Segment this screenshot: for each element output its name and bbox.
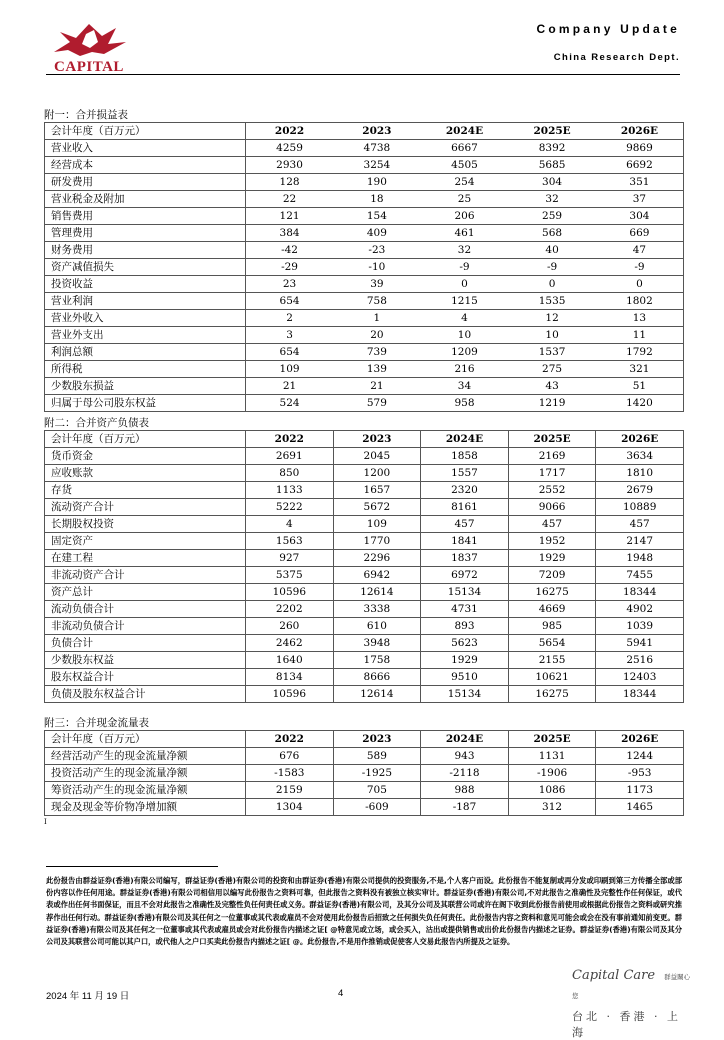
- cell-value: 321: [596, 361, 684, 378]
- cell-value: 457: [508, 516, 596, 533]
- table-row: [45, 465, 684, 482]
- table-row: [45, 276, 684, 293]
- cell-value: 1837: [421, 550, 509, 567]
- cell-value: 2023: [333, 731, 421, 748]
- table-row: [45, 782, 684, 799]
- row-label: 负债合计: [45, 635, 246, 652]
- cell-value: 10621: [508, 669, 596, 686]
- header-divider: [46, 74, 680, 75]
- row-label: 管理费用: [45, 225, 246, 242]
- cell-value: 579: [333, 395, 421, 412]
- footnote-divider: [46, 866, 218, 867]
- cell-value: 2026E: [596, 123, 684, 140]
- row-label: 少数股东损益: [45, 378, 246, 395]
- cell-value: 1557: [421, 465, 509, 482]
- cell-value: 1420: [596, 395, 684, 412]
- header-row: [45, 123, 684, 140]
- cell-value: 3948: [333, 635, 421, 652]
- cell-value: 739: [333, 344, 421, 361]
- cell-value: 13: [596, 310, 684, 327]
- cell-value: 2159: [246, 782, 334, 799]
- cell-value: 457: [596, 516, 684, 533]
- cell-value: 610: [333, 618, 421, 635]
- cell-value: 1810: [596, 465, 684, 482]
- cell-value: 2024E: [421, 731, 509, 748]
- income-statement-table: [44, 122, 684, 412]
- cell-value: 1802: [596, 293, 684, 310]
- row-label: 会计年度（百万元）: [45, 731, 246, 748]
- cell-value: 1858: [421, 448, 509, 465]
- cell-value: 9066: [508, 499, 596, 516]
- cell-value: 2025E: [508, 731, 596, 748]
- cell-value: 1209: [421, 344, 509, 361]
- cell-value: 2045: [333, 448, 421, 465]
- table-row: [45, 378, 684, 395]
- cell-value: -187: [421, 799, 509, 816]
- cell-value: 43: [508, 378, 596, 395]
- table-row: [45, 259, 684, 276]
- cell-value: 1215: [421, 293, 509, 310]
- cell-value: -10: [333, 259, 421, 276]
- cell-value: 23: [246, 276, 334, 293]
- capital-care-brand: [572, 964, 692, 1040]
- cell-value: 10889: [596, 499, 684, 516]
- row-label: 营业外支出: [45, 327, 246, 344]
- cell-value: 4505: [421, 157, 509, 174]
- table-row: [45, 516, 684, 533]
- cell-value: 15134: [421, 686, 509, 703]
- row-label: 经营活动产生的现金流量净额: [45, 748, 246, 765]
- cell-value: 18344: [596, 686, 684, 703]
- row-label: 资产总计: [45, 584, 246, 601]
- balance-sheet-section: [44, 416, 684, 703]
- cell-value: 384: [246, 225, 334, 242]
- cell-value: -609: [333, 799, 421, 816]
- cell-value: 6692: [596, 157, 684, 174]
- cell-value: 25: [421, 191, 509, 208]
- cell-value: 0: [421, 276, 509, 293]
- row-label: 利润总额: [45, 344, 246, 361]
- cell-value: 1200: [333, 465, 421, 482]
- cell-value: 11: [596, 327, 684, 344]
- cell-value: 9869: [596, 140, 684, 157]
- brand-script: Capital Care: [572, 968, 656, 983]
- cell-value: 4: [421, 310, 509, 327]
- cell-value: 461: [421, 225, 509, 242]
- disclaimer-text: 此份报告由群益证券(香港)有限公司编写，群益证券(香港)有限公司的投资和由群证券(香港)有限公司提供的投资服务,不是,个人客户而设。此份报告不能复制或再分发或印刷到第三方传播全部或部份内容以作任何用途。群益证券(香港)有限公司相信用以编写此份报告之资料可靠，但此报告之资料没有被独立核实审计。群益证券(香港)有限公司,不对此报告之准确性及完整性作任何保证，或代表或作出任何书面保证，而且不会对此报告之准确性及完整性负任何责任或义务。群益证券(香港)有限公司，及其分公司及其联营公司或许在阁下收到此份报告前使用或根据此份报告之资料或研究推荐作出任何行动。群益证券(香港)有限公司及其任何之一位董事或其代表或雇员不会对使用此份报告后招致之任何损失负任何责任。此份报告内容之资料和意见可能会或会在没有事前通知前变更。群益证券(香港)有限公司及其任何之一位董事或其代表或雇员或会对此份报告内描述之证[ @特意见或立场，或会买入，沽出或提供销售或出价此份报告内描述之证券。群益证券(香港)有限公司及其分公司及其联营公司可能以其户口，或代他人之户口买卖此份报告内描述之证[ @。此份报告,不是用作推销或促使客人交易此报告内所提及之证券。: [46, 876, 682, 947]
- cell-value: 2025E: [508, 431, 596, 448]
- cell-value: 1304: [246, 799, 334, 816]
- page-number: 4: [338, 988, 344, 999]
- table-row: [45, 567, 684, 584]
- cell-value: 1841: [421, 533, 509, 550]
- income-statement-section: [44, 108, 684, 412]
- cell-value: 2026E: [596, 431, 684, 448]
- cell-value: 1465: [596, 799, 684, 816]
- income-statement-title: 附一：合并损益表: [44, 109, 128, 121]
- row-label: 投资收益: [45, 276, 246, 293]
- cell-value: 5685: [508, 157, 596, 174]
- bird-logo-icon: [46, 22, 132, 62]
- row-label: 经营成本: [45, 157, 246, 174]
- row-label: 非流动资产合计: [45, 567, 246, 584]
- cell-value: 51: [596, 378, 684, 395]
- brand-chinese: 群益關心您: [572, 973, 691, 1000]
- row-label: 投资活动产生的现金流量净额: [45, 765, 246, 782]
- row-label: 负债及股东权益合计: [45, 686, 246, 703]
- cell-value: 1219: [508, 395, 596, 412]
- table-row: [45, 208, 684, 225]
- row-label: 在建工程: [45, 550, 246, 567]
- cell-value: 5672: [333, 499, 421, 516]
- cell-value: 121: [246, 208, 334, 225]
- cell-value: -23: [333, 242, 421, 259]
- table-row: [45, 618, 684, 635]
- cell-value: 1640: [246, 652, 334, 669]
- cell-value: 154: [333, 208, 421, 225]
- cell-value: 12614: [333, 686, 421, 703]
- cell-value: 3254: [333, 157, 421, 174]
- cell-value: 18: [333, 191, 421, 208]
- cell-value: 37: [596, 191, 684, 208]
- row-label: 营业外收入: [45, 310, 246, 327]
- cell-value: 2202: [246, 601, 334, 618]
- cell-value: 5654: [508, 635, 596, 652]
- row-label: 现金及现金等价物净增加额: [45, 799, 246, 816]
- row-label: 营业税金及附加: [45, 191, 246, 208]
- row-label: 非流动负债合计: [45, 618, 246, 635]
- cell-value: 1929: [421, 652, 509, 669]
- cell-value: 12403: [596, 669, 684, 686]
- cell-value: 2022: [246, 731, 334, 748]
- cell-value: 958: [421, 395, 509, 412]
- header-row: [45, 731, 684, 748]
- cell-value: 259: [508, 208, 596, 225]
- cell-value: 943: [421, 748, 509, 765]
- cell-value: 6667: [421, 140, 509, 157]
- cell-value: 5623: [421, 635, 509, 652]
- row-label: 所得税: [45, 361, 246, 378]
- table-row: [45, 601, 684, 618]
- cell-value: 2516: [596, 652, 684, 669]
- cell-value: 457: [421, 516, 509, 533]
- table-row: [45, 499, 684, 516]
- cash-flow-section: [44, 716, 684, 816]
- cell-value: 2023: [333, 431, 421, 448]
- cell-value: 10: [421, 327, 509, 344]
- cell-value: 2296: [333, 550, 421, 567]
- row-label: 筹资活动产生的现金流量净额: [45, 782, 246, 799]
- table-row: [45, 140, 684, 157]
- cell-value: 2679: [596, 482, 684, 499]
- cell-value: 524: [246, 395, 334, 412]
- cell-value: 10: [508, 327, 596, 344]
- cell-value: 1717: [508, 465, 596, 482]
- cell-value: 2024E: [421, 431, 509, 448]
- cell-value: 1952: [508, 533, 596, 550]
- cell-value: -2118: [421, 765, 509, 782]
- cell-value: 2: [246, 310, 334, 327]
- cell-value: -1583: [246, 765, 334, 782]
- cell-value: 1173: [596, 782, 684, 799]
- cell-value: 1948: [596, 550, 684, 567]
- table-row: [45, 225, 684, 242]
- cell-value: 2462: [246, 635, 334, 652]
- cell-value: 47: [596, 242, 684, 259]
- cell-value: 1758: [333, 652, 421, 669]
- cell-value: 2691: [246, 448, 334, 465]
- cell-value: 758: [333, 293, 421, 310]
- cell-value: -9: [596, 259, 684, 276]
- cell-value: 4259: [246, 140, 334, 157]
- department-subtitle: China Research Dept.: [553, 52, 680, 63]
- cell-value: 1770: [333, 533, 421, 550]
- cell-value: 12: [508, 310, 596, 327]
- row-label: 应收账款: [45, 465, 246, 482]
- cell-value: 32: [421, 242, 509, 259]
- cell-value: 4738: [333, 140, 421, 157]
- cell-value: 568: [508, 225, 596, 242]
- cell-value: 6972: [421, 567, 509, 584]
- table-row: [45, 157, 684, 174]
- cell-value: 21: [246, 378, 334, 395]
- cell-value: 3634: [596, 448, 684, 465]
- table-row: [45, 533, 684, 550]
- cell-value: 1086: [508, 782, 596, 799]
- cell-value: 4: [246, 516, 334, 533]
- row-label: 货币资金: [45, 448, 246, 465]
- cell-value: 16275: [508, 584, 596, 601]
- logo-wordmark: CAPITAL: [54, 59, 124, 75]
- row-label: 销售费用: [45, 208, 246, 225]
- cell-value: 893: [421, 618, 509, 635]
- header-row: [45, 431, 684, 448]
- cell-value: 8666: [333, 669, 421, 686]
- row-label: 营业利润: [45, 293, 246, 310]
- table-row: [45, 748, 684, 765]
- cell-value: 4902: [596, 601, 684, 618]
- cell-value: 2024E: [421, 123, 509, 140]
- table-row: [45, 482, 684, 499]
- row-label: 长期股权投资: [45, 516, 246, 533]
- row-label: 营业收入: [45, 140, 246, 157]
- cell-value: -29: [246, 259, 334, 276]
- row-label: 存货: [45, 482, 246, 499]
- cell-value: 4669: [508, 601, 596, 618]
- cell-value: 12614: [333, 584, 421, 601]
- cell-value: 927: [246, 550, 334, 567]
- cell-value: 10596: [246, 584, 334, 601]
- cell-value: 16275: [508, 686, 596, 703]
- cell-value: 206: [421, 208, 509, 225]
- row-label: 股东权益合计: [45, 669, 246, 686]
- cell-value: 985: [508, 618, 596, 635]
- cell-value: 7455: [596, 567, 684, 584]
- cell-value: 18344: [596, 584, 684, 601]
- cell-value: 0: [596, 276, 684, 293]
- cell-value: 254: [421, 174, 509, 191]
- table-row: [45, 242, 684, 259]
- cell-value: 1133: [246, 482, 334, 499]
- cell-value: 669: [596, 225, 684, 242]
- row-label: 会计年度（百万元）: [45, 123, 246, 140]
- cell-value: 705: [333, 782, 421, 799]
- cell-value: 1563: [246, 533, 334, 550]
- cell-value: 5941: [596, 635, 684, 652]
- cell-value: 128: [246, 174, 334, 191]
- cell-value: 2022: [246, 431, 334, 448]
- cell-value: 988: [421, 782, 509, 799]
- cell-value: -9: [508, 259, 596, 276]
- cell-value: 1535: [508, 293, 596, 310]
- table-row: [45, 635, 684, 652]
- cell-value: -42: [246, 242, 334, 259]
- balance-sheet-title: 附二：合并资产负债表: [44, 417, 149, 429]
- table-row: [45, 686, 684, 703]
- cell-value: 216: [421, 361, 509, 378]
- table-row: [45, 327, 684, 344]
- cell-value: 109: [246, 361, 334, 378]
- table-row: [45, 652, 684, 669]
- table-row: [45, 799, 684, 816]
- cell-value: 39: [333, 276, 421, 293]
- table-row: [45, 174, 684, 191]
- table-row: [45, 293, 684, 310]
- cell-value: 260: [246, 618, 334, 635]
- cell-value: 1929: [508, 550, 596, 567]
- cell-value: 190: [333, 174, 421, 191]
- capital-logo: [46, 22, 132, 76]
- cell-value: 2022: [246, 123, 334, 140]
- table-row: [45, 669, 684, 686]
- cell-value: -9: [421, 259, 509, 276]
- cell-value: 654: [246, 293, 334, 310]
- cell-value: 8392: [508, 140, 596, 157]
- row-label: 流动资产合计: [45, 499, 246, 516]
- table-row: [45, 344, 684, 361]
- cell-value: 351: [596, 174, 684, 191]
- cell-value: 2930: [246, 157, 334, 174]
- office-cities: 台北 · 香港 · 上海: [572, 1010, 681, 1039]
- cell-value: -1925: [333, 765, 421, 782]
- row-label: 会计年度（百万元）: [45, 431, 246, 448]
- table-row: [45, 584, 684, 601]
- cell-value: 5222: [246, 499, 334, 516]
- balance-sheet-table: [44, 430, 684, 703]
- cell-value: 312: [508, 799, 596, 816]
- cell-value: 1131: [508, 748, 596, 765]
- table-row: [45, 765, 684, 782]
- cell-value: 1792: [596, 344, 684, 361]
- cell-value: 589: [333, 748, 421, 765]
- table-row: [45, 550, 684, 567]
- cell-value: 2147: [596, 533, 684, 550]
- margin-mark: I: [44, 818, 47, 826]
- cell-value: 1244: [596, 748, 684, 765]
- table-row: [45, 310, 684, 327]
- table-row: [45, 191, 684, 208]
- row-label: 资产减值损失: [45, 259, 246, 276]
- report-date: 2024 年 11 月 19 日: [46, 991, 130, 1002]
- cell-value: -1906: [508, 765, 596, 782]
- cell-value: 139: [333, 361, 421, 378]
- cell-value: 32: [508, 191, 596, 208]
- row-label: 研发费用: [45, 174, 246, 191]
- cell-value: 2026E: [596, 731, 684, 748]
- table-row: [45, 448, 684, 465]
- cell-value: 676: [246, 748, 334, 765]
- cell-value: 1657: [333, 482, 421, 499]
- cell-value: 6942: [333, 567, 421, 584]
- cell-value: 654: [246, 344, 334, 361]
- cell-value: 3: [246, 327, 334, 344]
- cell-value: 40: [508, 242, 596, 259]
- cash-flow-table: [44, 730, 684, 816]
- cell-value: 5375: [246, 567, 334, 584]
- cell-value: 2023: [333, 123, 421, 140]
- cell-value: 850: [246, 465, 334, 482]
- cell-value: 2025E: [508, 123, 596, 140]
- cell-value: 1: [333, 310, 421, 327]
- table-row: [45, 361, 684, 378]
- cell-value: 8134: [246, 669, 334, 686]
- cell-value: 15134: [421, 584, 509, 601]
- report-type-title: Company Update: [536, 22, 680, 36]
- cell-value: 34: [421, 378, 509, 395]
- cell-value: 1537: [508, 344, 596, 361]
- cell-value: 275: [508, 361, 596, 378]
- cell-value: 409: [333, 225, 421, 242]
- row-label: 流动负债合计: [45, 601, 246, 618]
- cell-value: 1039: [596, 618, 684, 635]
- cell-value: 2155: [508, 652, 596, 669]
- table-row: [45, 395, 684, 412]
- cell-value: 2552: [508, 482, 596, 499]
- cell-value: 9510: [421, 669, 509, 686]
- cell-value: 20: [333, 327, 421, 344]
- cell-value: 8161: [421, 499, 509, 516]
- row-label: 归属于母公司股东权益: [45, 395, 246, 412]
- cell-value: 4731: [421, 601, 509, 618]
- row-label: 少数股东权益: [45, 652, 246, 669]
- cell-value: 2169: [508, 448, 596, 465]
- cell-value: 304: [596, 208, 684, 225]
- row-label: 财务费用: [45, 242, 246, 259]
- cell-value: 3338: [333, 601, 421, 618]
- cell-value: 2320: [421, 482, 509, 499]
- cell-value: 109: [333, 516, 421, 533]
- cell-value: 7209: [508, 567, 596, 584]
- cell-value: 22: [246, 191, 334, 208]
- cell-value: 304: [508, 174, 596, 191]
- row-label: 固定资产: [45, 533, 246, 550]
- cell-value: 10596: [246, 686, 334, 703]
- cell-value: -953: [596, 765, 684, 782]
- cash-flow-title: 附三：合并现金流量表: [44, 717, 149, 729]
- cell-value: 0: [508, 276, 596, 293]
- cell-value: 21: [333, 378, 421, 395]
